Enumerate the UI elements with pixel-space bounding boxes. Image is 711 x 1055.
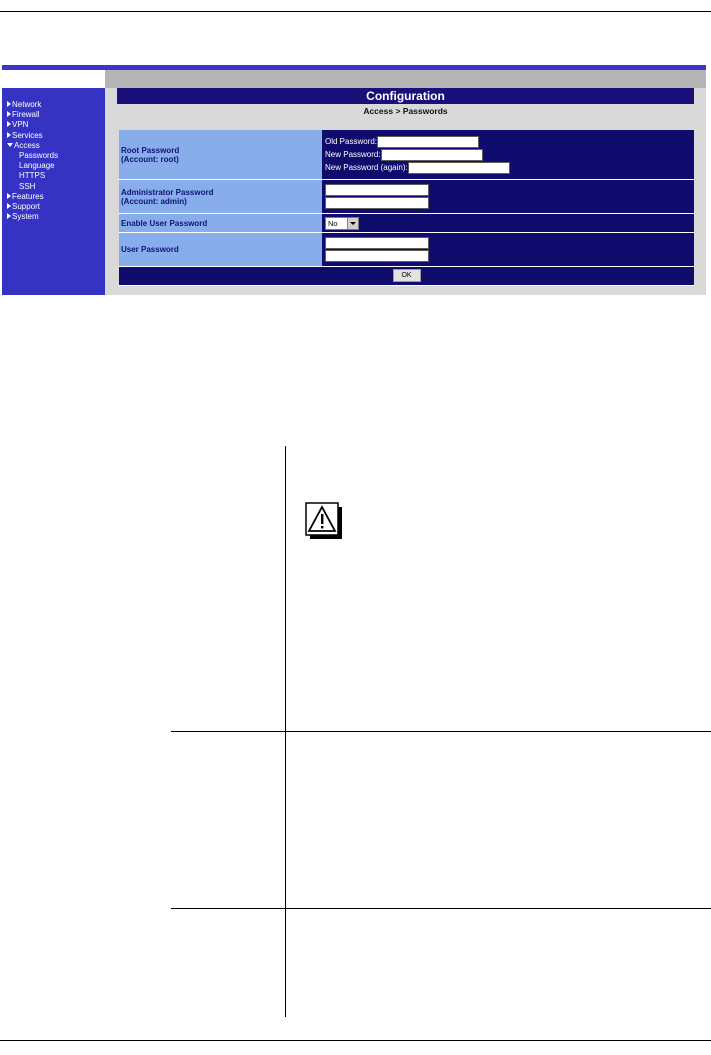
sidebar <box>2 88 105 295</box>
main-panel <box>117 88 694 295</box>
new-password-again-label: New Password (again): <box>325 163 408 172</box>
sidebar-item-label: Firewall <box>12 110 40 120</box>
admin-password-account: (Account: admin) <box>121 196 187 206</box>
sidebar-item-language[interactable] <box>7 161 58 171</box>
sidebar-item-firewall[interactable] <box>7 110 58 120</box>
sidebar-item-label: Support <box>12 202 41 212</box>
sidebar-item-label: SSH <box>19 181 36 191</box>
root-password-row <box>119 130 694 180</box>
enable-user-password-field <box>322 214 694 233</box>
sidebar-item-ssh[interactable] <box>7 182 58 192</box>
user-password-label: User Password <box>119 233 322 267</box>
root-password-label <box>119 130 322 180</box>
ok-cell <box>119 267 694 286</box>
content-gutter <box>105 88 117 295</box>
triangle-right-icon <box>7 203 11 209</box>
root-password-fields <box>322 130 694 180</box>
triangle-right-icon <box>7 193 11 199</box>
triangle-right-icon <box>7 121 11 127</box>
header-strip <box>105 70 706 88</box>
admin-password-input[interactable] <box>325 184 429 196</box>
enable-user-password-select[interactable] <box>325 217 359 230</box>
header-rule <box>0 11 711 12</box>
admin-password-title: Administrator Password <box>121 187 214 197</box>
user-password-input[interactable] <box>325 237 429 249</box>
sidebar-item-system[interactable] <box>7 212 58 222</box>
sidebar-item-label: HTTPS <box>19 171 46 181</box>
admin-password-row <box>119 180 694 214</box>
table-row-rule-2 <box>171 908 711 909</box>
user-password-row <box>119 233 694 267</box>
sidebar-item-label: System <box>12 212 39 222</box>
footer-rule <box>0 1040 711 1041</box>
sidebar-item-vpn[interactable] <box>7 120 58 130</box>
new-password-input[interactable] <box>381 149 483 161</box>
password-settings-table <box>119 130 694 286</box>
sidebar-item-label: Language <box>19 161 55 171</box>
sidebar-item-services[interactable] <box>7 131 58 141</box>
sidebar-item-passwords[interactable] <box>7 151 58 161</box>
new-password-again-input[interactable] <box>408 162 510 174</box>
enable-user-password-value: No <box>328 218 338 228</box>
triangle-right-icon <box>7 111 11 117</box>
logo-area <box>2 70 105 88</box>
admin-password-fields <box>322 180 694 214</box>
new-password-label: New Password: <box>325 150 381 159</box>
sidebar-item-label: VPN <box>12 120 29 130</box>
sidebar-item-https[interactable] <box>7 171 58 181</box>
triangle-right-icon <box>7 101 11 107</box>
sidebar-item-label: Access <box>14 140 40 150</box>
root-password-account: (Account: root) <box>121 154 179 164</box>
old-password-label: Old Password: <box>325 137 378 146</box>
chevron-down-icon <box>347 218 358 229</box>
configuration-screenshot <box>2 65 706 295</box>
sidebar-nav <box>7 100 58 222</box>
sidebar-item-features[interactable] <box>7 192 58 202</box>
ok-row <box>119 267 694 286</box>
admin-password-confirm-input[interactable] <box>325 197 429 209</box>
warning-triangle-icon <box>305 502 343 540</box>
admin-password-label <box>119 180 322 214</box>
ok-button[interactable]: OK <box>393 269 421 282</box>
enable-user-password-label: Enable User Password <box>119 214 322 233</box>
enable-user-password-row <box>119 214 694 233</box>
sidebar-item-label: Network <box>12 100 42 109</box>
user-password-confirm-input[interactable] <box>325 250 429 262</box>
triangle-right-icon <box>7 213 11 219</box>
sidebar-item-label: Services <box>12 130 43 140</box>
sidebar-item-access[interactable] <box>7 141 58 151</box>
sidebar-item-label: Features <box>12 191 44 201</box>
table-row-rule-1 <box>171 731 711 732</box>
sidebar-item-label: Passwords <box>19 151 59 161</box>
triangle-right-icon <box>7 132 11 138</box>
root-password-title: Root Password <box>121 145 180 155</box>
sidebar-item-network[interactable] <box>7 100 58 110</box>
page-title: Configuration <box>117 88 694 104</box>
triangle-down-icon <box>7 143 13 147</box>
breadcrumb: Access > Passwords <box>363 106 448 116</box>
sidebar-item-support[interactable] <box>7 202 58 212</box>
old-password-input[interactable] <box>377 136 479 148</box>
user-password-fields <box>322 233 694 267</box>
